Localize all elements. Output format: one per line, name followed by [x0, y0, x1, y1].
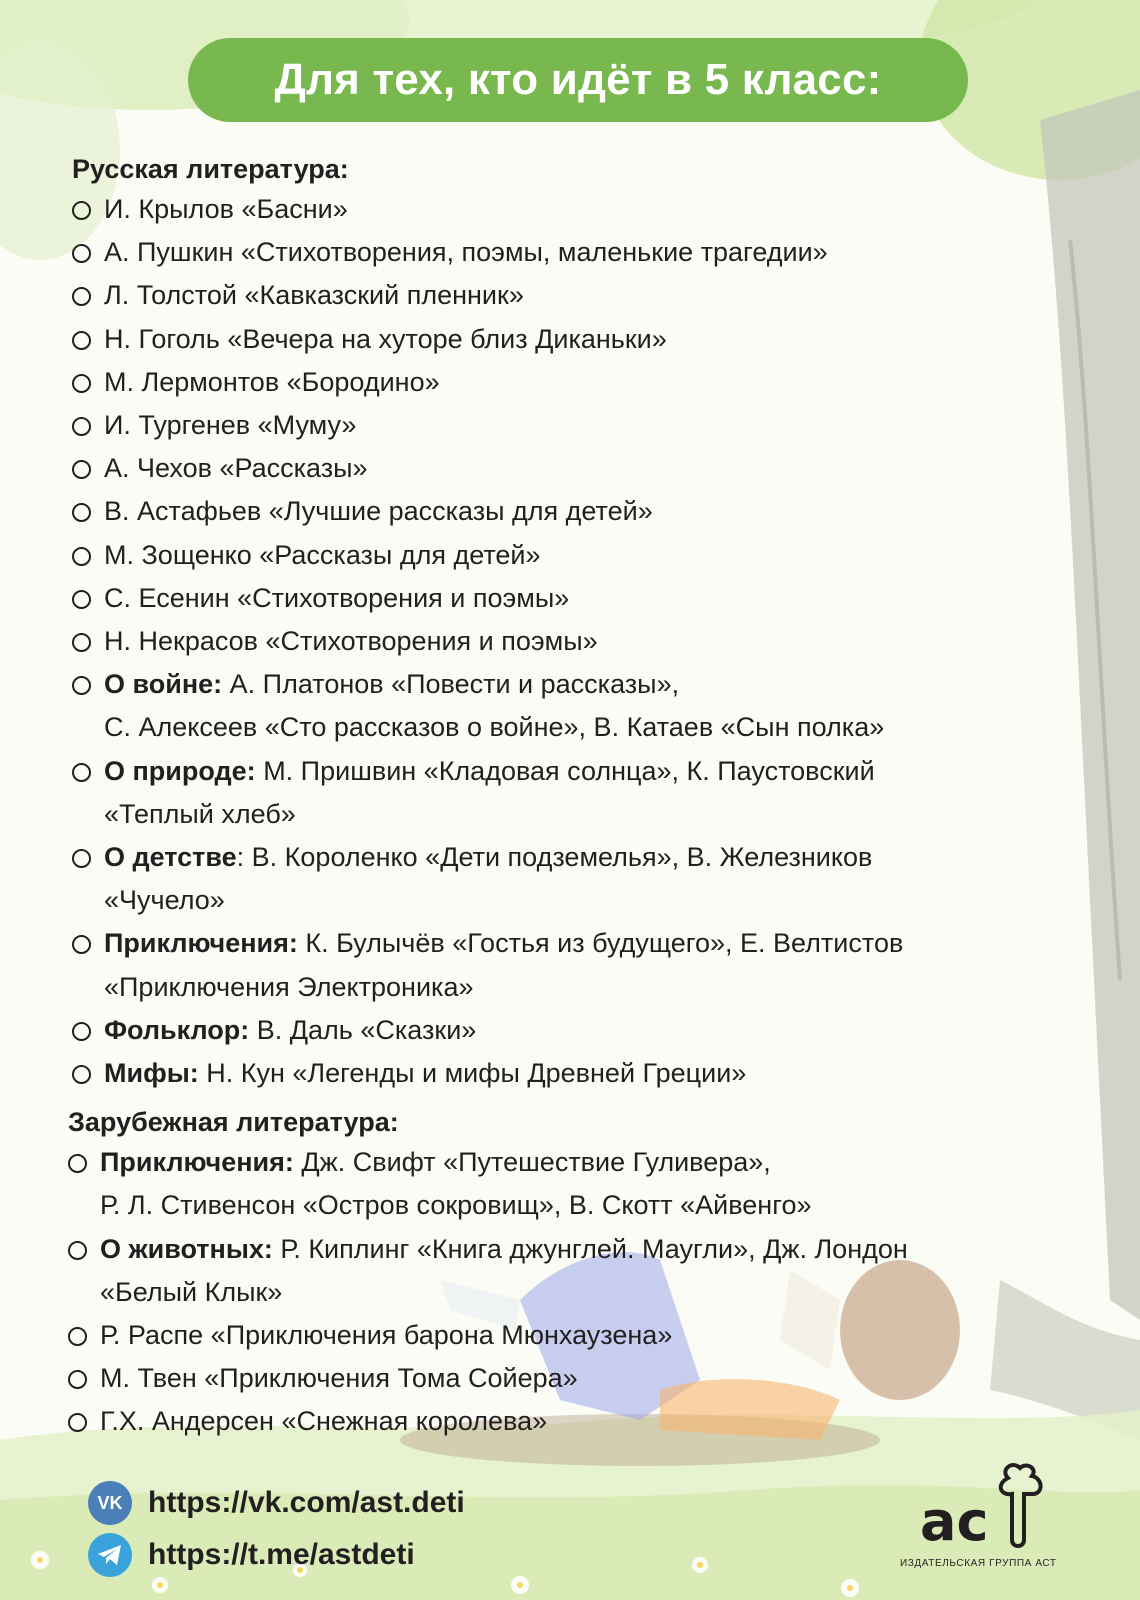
list-item: [68, 1228, 1072, 1314]
circle-bullet-icon: [72, 374, 91, 393]
list-item-category: О природе:: [104, 755, 256, 786]
list-item-text: М. Лермонтов «Бородино»: [104, 366, 440, 397]
list-item-line: [100, 1357, 1072, 1400]
circle-bullet-icon: [72, 849, 91, 868]
list-item-line: [104, 231, 1072, 274]
footer-links: [88, 1478, 465, 1580]
list-item-line: [100, 1314, 1072, 1357]
ast-logo-mark: [900, 1460, 1100, 1556]
list-item-line: [104, 404, 1072, 447]
list-item-line: [104, 836, 1072, 879]
vk-icon: VK: [88, 1481, 132, 1525]
list-item: [72, 188, 1072, 231]
telegram-link-text[interactable]: https://t.me/astdeti: [148, 1538, 415, 1571]
list-item-line: [104, 577, 1072, 620]
vk-link[interactable]: [88, 1478, 465, 1528]
list-item-line: [104, 534, 1072, 577]
list-item-category: О детстве: [104, 842, 237, 873]
list-item: [72, 663, 1072, 749]
list-item-category: Фольклор:: [104, 1014, 250, 1045]
list-item-text: Г.Х. Андерсен «Снежная королева»: [100, 1406, 548, 1437]
list-item: [72, 1009, 1072, 1052]
list-item-line: [104, 663, 1072, 706]
circle-bullet-icon: [72, 201, 91, 220]
circle-bullet-icon: [72, 331, 91, 350]
circle-bullet-icon: [68, 1327, 87, 1346]
list-item-continuation: «Чучело»: [104, 885, 225, 916]
publisher-logo: [900, 1460, 1100, 1580]
list-item-category: О животных:: [100, 1233, 273, 1264]
list-item-text: Р. Киплинг «Книга джунглей. Маугли», Дж. Лондон: [272, 1233, 908, 1264]
list-item-text: Р. Распе «Приключения барона Мюнхаузена»: [100, 1320, 673, 1351]
list-item: [72, 577, 1072, 620]
list-item-line: [104, 1009, 1072, 1052]
list-item: [68, 1141, 1072, 1227]
title-banner: [188, 38, 968, 122]
list-item-text: Дж. Свифт «Путешествие Гуливера»,: [293, 1147, 771, 1178]
list-item-line: [104, 274, 1072, 317]
logo-caption: ИЗДАТЕЛЬСКАЯ ГРУППА АСТ: [900, 1558, 1057, 1569]
list-item-text: А. Платонов «Повести и рассказы»,: [222, 669, 680, 700]
telegram-icon: [88, 1533, 132, 1577]
list-item: [68, 1400, 1072, 1443]
list-item: [68, 1314, 1072, 1357]
list-item: [72, 361, 1072, 404]
list-item-category: Приключения:: [104, 928, 298, 959]
circle-bullet-icon: [68, 1241, 87, 1260]
list-item-continuation: С. Алексеев «Сто рассказов о войне», В. Катаев «Сын полка»: [104, 712, 885, 743]
circle-bullet-icon: [72, 935, 91, 954]
list-item-text: В. Даль «Сказки»: [249, 1014, 477, 1045]
list-item-text: М. Пришвин «Кладовая солнца», К. Паустовский: [255, 755, 875, 786]
list-item-line: [100, 1400, 1072, 1443]
list-item-continuation: «Приключения Электроника»: [104, 971, 474, 1002]
list-item: [72, 404, 1072, 447]
list-item-text: Н. Некрасов «Стихотворения и поэмы»: [104, 626, 598, 657]
list-item: [72, 490, 1072, 533]
logo-word: ac: [920, 1490, 989, 1553]
circle-bullet-icon: [68, 1154, 87, 1173]
list-item-text: И. Крылов «Басни»: [104, 194, 348, 224]
list-item-line: [104, 750, 1072, 793]
circle-bullet-icon: [72, 763, 91, 782]
list-item-text: Н. Кун «Легенды и мифы Древней Греции»: [198, 1058, 747, 1089]
circle-bullet-icon: [72, 1022, 91, 1041]
circle-bullet-icon: [72, 676, 91, 695]
list-item-text: К. Булычёв «Гостья из будущего», Е. Велтистов: [297, 928, 904, 959]
list-item-text: И. Тургенев «Муму»: [104, 410, 357, 441]
list-item-line: [104, 620, 1072, 663]
circle-bullet-icon: [72, 590, 91, 609]
circle-bullet-icon: [72, 547, 91, 566]
circle-bullet-icon: [72, 287, 91, 306]
list-item: [72, 534, 1072, 577]
list-item-line: [104, 361, 1072, 404]
list-item-line: [104, 447, 1072, 490]
list-item-category: Приключения:: [100, 1147, 294, 1178]
list-item-text: С. Есенин «Стихотворения и поэмы»: [104, 582, 570, 613]
circle-bullet-icon: [68, 1370, 87, 1389]
circle-bullet-icon: [72, 503, 91, 522]
circle-bullet-icon: [68, 1413, 87, 1432]
section-heading-foreign: Зарубежная литература:: [68, 1107, 399, 1138]
circle-bullet-icon: [72, 417, 91, 436]
list-item: [68, 1357, 1072, 1400]
list-item-text: М. Зощенко «Рассказы для детей»: [104, 539, 541, 570]
list-item-text: Н. Гоголь «Вечера на хуторе близ Диканьки»: [104, 323, 667, 354]
list-item-line: [104, 1052, 1072, 1095]
list-item-line: [104, 922, 1072, 965]
circle-bullet-icon: [72, 1065, 91, 1084]
list-item-text: В. Астафьев «Лучшие рассказы для детей»: [104, 496, 653, 527]
list-item-line: [100, 1141, 1072, 1184]
list-item: [72, 274, 1072, 317]
circle-bullet-icon: [72, 244, 91, 263]
list-item-text: А. Чехов «Рассказы»: [104, 453, 368, 484]
telegram-link[interactable]: [88, 1530, 465, 1580]
russian-list: [72, 188, 1072, 1095]
circle-bullet-icon: [72, 460, 91, 479]
list-item: [72, 836, 1072, 922]
list-item: [72, 231, 1072, 274]
section-heading-russian: Русская литература:: [72, 154, 349, 184]
list-item: [72, 620, 1072, 663]
list-item: [72, 1052, 1072, 1095]
circle-bullet-icon: [72, 633, 91, 652]
list-item: [72, 750, 1072, 836]
list-item-text: А. Пушкин «Стихотворения, поэмы, маленькие трагедии»: [104, 237, 828, 268]
list-item-line: [104, 490, 1072, 533]
list-item-continuation: «Белый Клык»: [100, 1276, 283, 1307]
list-item: [72, 318, 1072, 361]
banner-title: Для тех, кто идёт в 5 класс:: [274, 55, 882, 104]
reading-list: [68, 150, 1072, 1444]
foreign-list: [68, 1141, 1072, 1443]
list-item-category: О войне:: [104, 669, 223, 700]
list-item-text: М. Твен «Приключения Тома Сойера»: [100, 1363, 578, 1394]
list-item-continuation: «Теплый хлеб»: [104, 798, 296, 829]
list-item-line: [100, 1228, 1072, 1271]
list-item: [72, 447, 1072, 490]
list-item-continuation: Р. Л. Стивенсон «Остров сокровищ», В. Скотт «Айвенго»: [100, 1190, 812, 1221]
list-item-line: [104, 318, 1072, 361]
list-item-category: Мифы:: [104, 1058, 199, 1089]
vk-link-text[interactable]: https://vk.com/ast.deti: [148, 1486, 465, 1519]
list-item-line: [104, 188, 1072, 231]
list-item: [72, 922, 1072, 1008]
list-item-text: Л. Толстой «Кавказский пленник»: [104, 280, 524, 311]
list-item-text: : В. Короленко «Дети подземелья», В. Железников: [236, 842, 873, 873]
